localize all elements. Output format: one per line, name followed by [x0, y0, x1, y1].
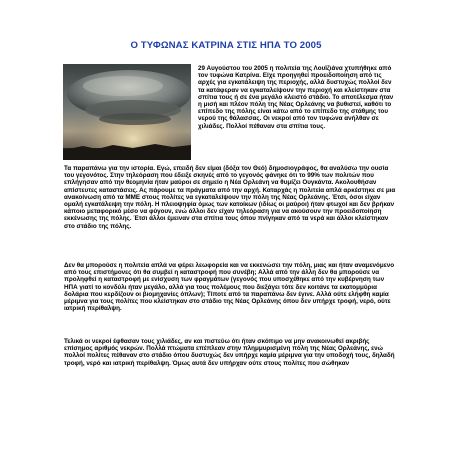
story-paragraph-3: Δεν θα μπορούσε η πολιτεία απλά να φέρει λεωφορεία και να εκκενώσει την πόλη, μιας και ήταν αναμενόμενο από τους επιστήμονες ότι θα συμβεί η καταστροφή που συνέβη; Αλλά από την άλλη δεν θα μπορούσε να προληφθεί η καταστροφή με ενίσχυση των φραγμάτων (γεγονός που υποσχέθηκε από την κυβέρνηση των ΗΠΑ γιατί το κονδύλι ήταν μεγάλο, αλλά για τους πολέμους που διεξάγει τότε δεν κοιτάνε τα εκατομμύρια δολάρια που κερδίζουν οι βιομηχανίες όπλων); Τίποτε από τα παραπάνω δεν έγινε. Αλλά ούτε ελήφθη καμία μέριμνα για τους πολίτες που κλείστηκαν στο στάδιο της Νέας Ορλεάνης όπου δεν υπήρχε τροφή, νερό, ούτε ιατρική περίθαλψη.	[64, 262, 395, 313]
story-paragraph-2: Τα παραπάνω για την ιστορία. Εγώ, επειδή δεν είμαι (δόξα τον Θεό) δημοσιογράφος, θα αναλύσω την ουσία του γεγονότος. Στην τηλεόραση που έδειξε σκηνές από το γεγονός φάνηκε ότι το 99% των πολιτών που επλήγησαν από την θεομηνία ήταν μαύροι σε σημείο η Νέα Ορλεάνη να θυμίζει Ουγκάντα. Ακολουθήσαν απίστευτες καταστάσεις. Ας πάρουμε τα πράγματα από την αρχή. Καταρχάς η πολιτεία απλά αρκέστηκε σε μια ανακοίνωση από τα ΜΜΕ στους πολίτες να εγκαταλείψουν την πόλη της Νέας Ορλεάνης. Έτσι, όσοι είχαν ομαλή εγκατάλειψη την πόλη. Η πλειοψηφία όμως των κατοίκων (ιδίως οι μαύροι) ήταν φτωχοί και δεν βρήκαν κάποιο μεταφορικό μέσο να φύγουν, ενώ άλλοι δεν είχαν τηλεόραση για να ακούσουν την προειδοποίηση εκκένωσης της πόλης. Έτσι άλλοι έμειναν στα σπίτια τους όπου πνίγηκαν από τα νερά και άλλοι κλείστηκαν στο στάδιο της πόλης.	[64, 165, 396, 230]
story-paragraph-4: Τελικά οι νεκροί έφθασαν τους χιλιάδες, αν και πιστεύω ότι ήταν σκόπιμο να μην ανακοινωθεί ακριβής επίσημος αριθμός νεκρών. Πολλά πτώματα επέπλεαν στην πλημμυρισμένη πόλη της Νέας Ορλεάνης, ενώ πολλοί πολίτες πέθαναν στο στάδιο όπου δυστυχώς δεν υπήρχε καμία μέριμνα για την υποδοχή τους, δηλαδή τροφή, νερό και ιατρική περίθαλψη. Όμως αυτά δεν υπήρχαν ούτε στους πολίτες που σώθηκαν	[64, 338, 395, 367]
intro-paragraph: 29 Αυγούστου του 2005 η πολιτεία της Λουϊζιάνα χτυπήθηκε από τον τυφώνα Κατρίνα. Είχε προηγηθεί προειδοποίηση από τις αρχές για εγκατάλειψη της περιοχής, αλλά δυστυχώς πολλοί δεν τα κατάφεραν να εγκαταλείψουν την περιοχή και κλείστηκαν στα σπίτια τους ή σε ένα μεγάλο κλειστό στάδιο. Το αποτέλεσμα ήταν η μισή και πλέον πόλη της Νέας Ορλεάνης να βυθιστεί, καθότι το επίπεδο της πόλης είναι κάτω από το επίπεδο της στάθμης του νερού της θάλασσας. Οι νεκροί από τον τυφώνα ανήλθαν σε χιλιάδες. Πολλοί πέθαναν στα σπίτια τους.	[198, 65, 394, 130]
supercell-storm-image	[63, 64, 191, 160]
storm-photo	[63, 64, 191, 160]
page-title: Ο ΤΥΦΩΝΑΣ ΚΑΤΡΙΝΑ ΣΤΙΣ ΗΠΑ ΤΟ 2005	[130, 40, 322, 51]
